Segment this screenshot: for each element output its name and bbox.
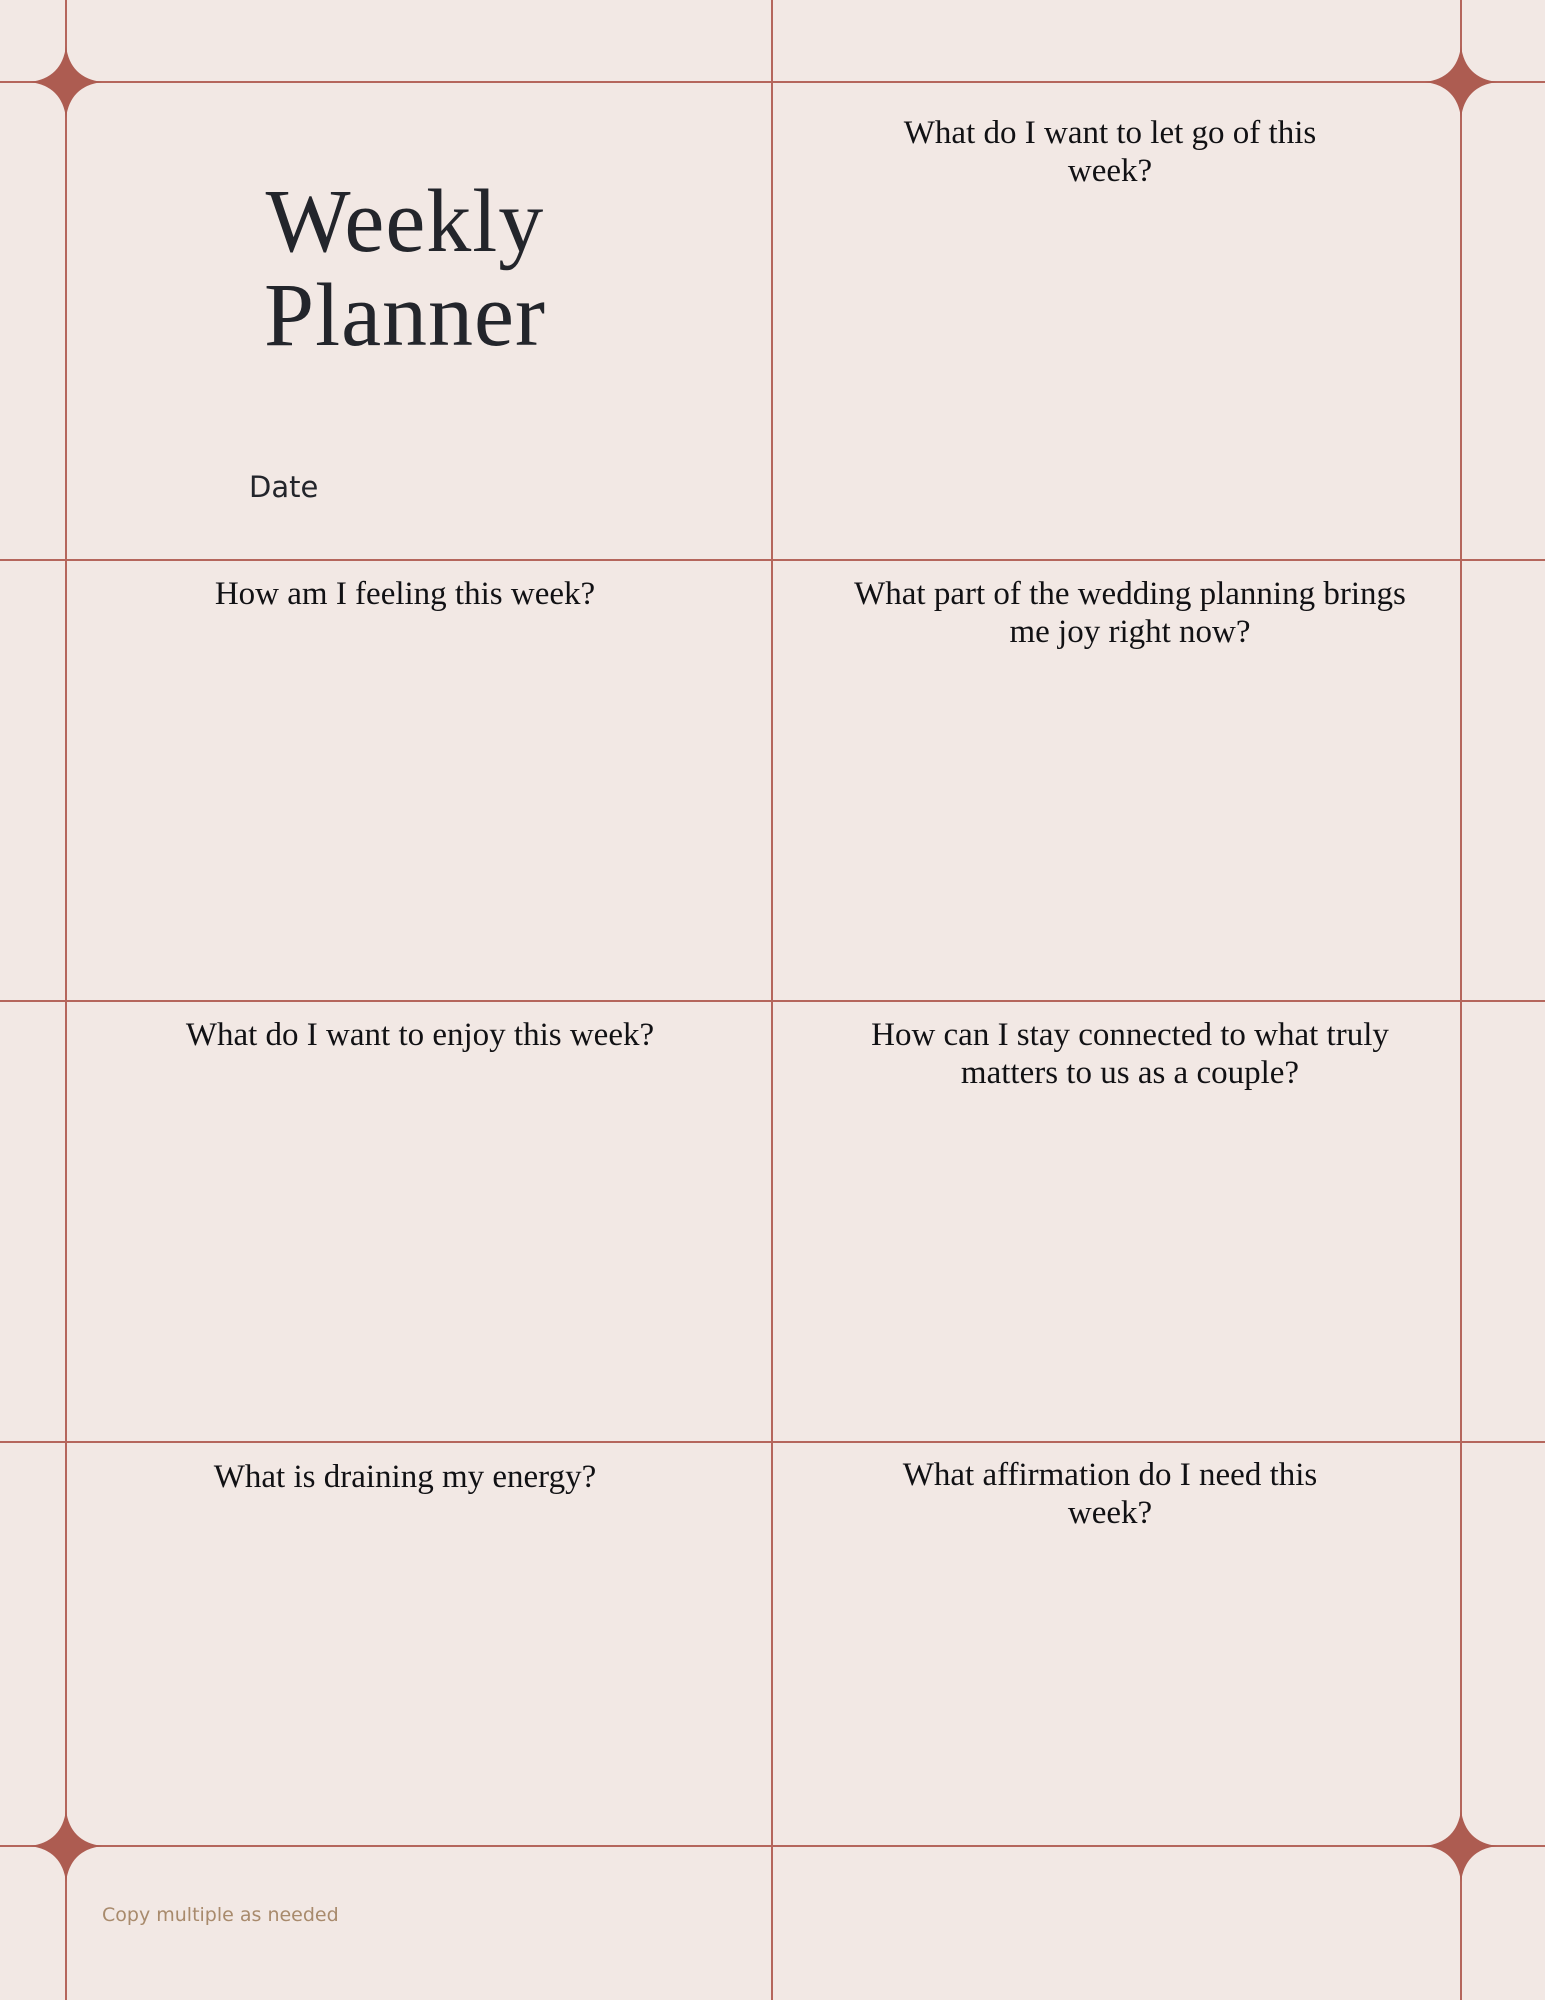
prompt-enjoy: What do I want to enjoy this week? <box>185 1017 655 1053</box>
prompt-couple-connection: How can I stay connected to what truly matters to us as a couple? <box>871 1017 1389 1091</box>
four-point-star-icon <box>30 1810 102 1882</box>
four-point-star-icon <box>30 46 102 118</box>
prompt-let-go: What do I want to let go of this week? <box>903 115 1317 189</box>
page-title <box>200 172 610 365</box>
prompt-feeling: How am I feeling this week? <box>214 576 596 612</box>
prompt-draining: What is draining my energy? <box>213 1459 597 1495</box>
grid-line-vertical-left <box>65 0 67 2000</box>
prompt-wedding-joy: What part of the wedding planning brings me joy right now? <box>854 576 1406 650</box>
date-label: Date <box>249 470 319 504</box>
footer-note: Copy multiple as needed <box>102 1904 339 1926</box>
grid-line-vertical-right <box>1460 0 1462 2000</box>
prompt-affirmation: What affirmation do I need this week? <box>902 1457 1318 1531</box>
four-point-star-icon <box>1425 1810 1497 1882</box>
title-line-2: Planner <box>264 266 546 365</box>
grid-line-vertical-center <box>771 0 773 2000</box>
title-line-1: Weekly <box>265 172 545 271</box>
four-point-star-icon <box>1425 46 1497 118</box>
